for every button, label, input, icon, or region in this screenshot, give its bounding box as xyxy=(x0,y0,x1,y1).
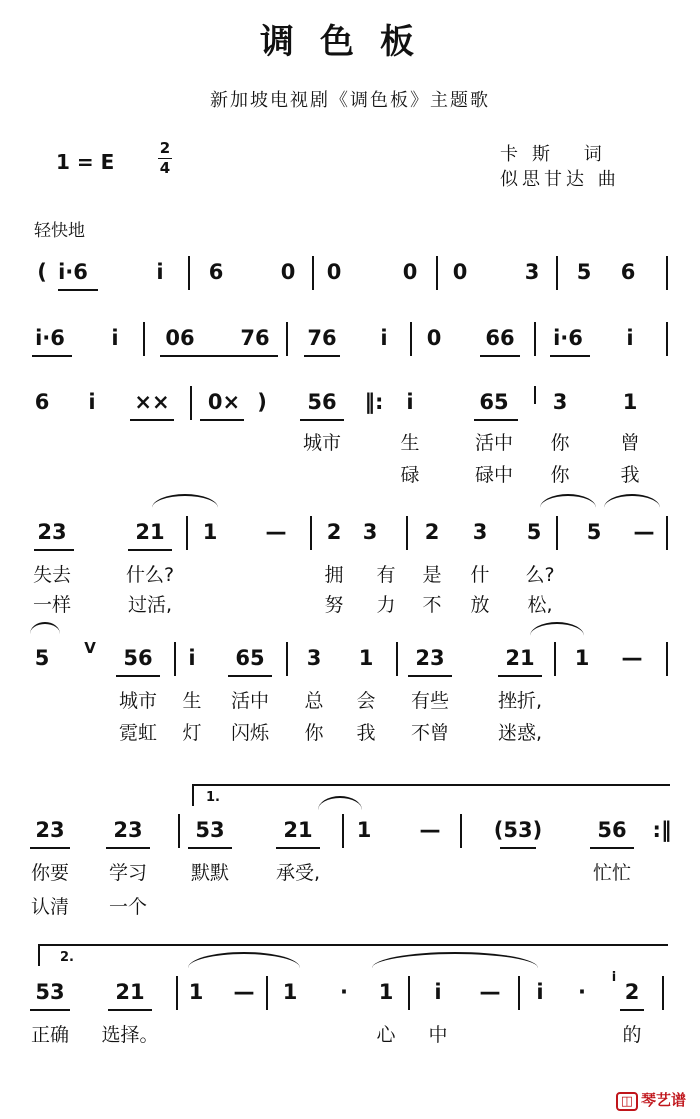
lyrics-line-6b xyxy=(0,892,700,922)
watermark-text: 琴艺谱 xyxy=(640,1091,686,1109)
tempo-mark: 轻快地 xyxy=(34,221,85,241)
note-token: — xyxy=(419,818,441,842)
note-token: 23 xyxy=(415,646,445,670)
note-token: 2 xyxy=(624,980,640,1004)
note-token: ) xyxy=(257,390,267,414)
note-token: 1 xyxy=(188,980,204,1004)
note-token: (53) xyxy=(493,818,543,842)
lyric: 力 xyxy=(376,594,396,616)
music-line-7 xyxy=(0,972,700,1012)
lyrics-line-6a xyxy=(0,858,700,888)
second-ending-bracket xyxy=(38,944,668,966)
lyric: 什么? xyxy=(125,564,175,586)
note-token: 2 xyxy=(326,520,342,544)
note-token: 66 xyxy=(485,326,515,350)
barline xyxy=(286,322,288,356)
lyric: 会 xyxy=(356,690,376,712)
lyric: 拥 xyxy=(324,564,344,586)
breath-mark: V xyxy=(84,639,96,657)
barline xyxy=(408,976,410,1010)
note-token: 0 xyxy=(326,260,342,284)
repeat-end: :‖ xyxy=(652,818,672,842)
music-line-2 xyxy=(0,318,700,358)
note-token: 3 xyxy=(306,646,322,670)
note-token: 23 xyxy=(35,818,65,842)
lyric: 你 xyxy=(550,432,570,454)
composer-credit: 似思甘达 曲 xyxy=(500,169,620,190)
lyric: 一个 xyxy=(108,896,148,918)
barline xyxy=(312,256,314,290)
note-token: 0× xyxy=(207,390,241,414)
lyric: 不 xyxy=(422,594,442,616)
note-token: 21 xyxy=(135,520,165,544)
barline xyxy=(174,642,176,676)
note-token: 5 xyxy=(526,520,542,544)
music-line-4 xyxy=(0,512,700,552)
lyricist-credit: 卡斯 词 xyxy=(500,144,616,165)
lyrics-line-4a xyxy=(0,560,700,590)
note-token: 2 xyxy=(424,520,440,544)
barline xyxy=(436,256,438,290)
lyric: 心 xyxy=(376,1024,396,1046)
note-token: 6 xyxy=(620,260,636,284)
note-token: 23 xyxy=(113,818,143,842)
lyric: 有 xyxy=(376,564,396,586)
barline xyxy=(666,322,668,356)
note-token: 65 xyxy=(479,390,509,414)
note-token: i xyxy=(626,326,634,350)
note-token: 1 xyxy=(358,646,374,670)
lyrics-line-3a xyxy=(0,428,700,458)
note-token: — xyxy=(233,980,255,1004)
lyrics-line-5b xyxy=(0,718,700,748)
lyric: 碌中 xyxy=(474,464,514,486)
note-token: 6 xyxy=(208,260,224,284)
barline xyxy=(534,322,536,356)
note-token: — xyxy=(621,646,643,670)
lyric: 碌 xyxy=(400,464,420,486)
lyrics-line-5a xyxy=(0,686,700,716)
note-token: 53 xyxy=(35,980,65,1004)
barline xyxy=(556,256,558,290)
lyric: 生 xyxy=(182,690,202,712)
lyric: 总 xyxy=(304,690,324,712)
key-signature: 1 = E xyxy=(56,150,115,174)
note-token: 65 xyxy=(235,646,265,670)
lyric: 什 xyxy=(470,564,490,586)
first-ending-bracket xyxy=(192,784,670,806)
note-token: 5 xyxy=(586,520,602,544)
barline xyxy=(266,976,268,1010)
lyric: 城市 xyxy=(302,432,342,454)
barline xyxy=(662,976,664,1010)
note-token: i xyxy=(380,326,388,350)
note-token: 56 xyxy=(597,818,627,842)
barline xyxy=(342,814,344,848)
note-token: i xyxy=(406,390,414,414)
note-token: 5 xyxy=(576,260,592,284)
barline xyxy=(666,516,668,550)
lyric: 努 xyxy=(324,594,344,616)
lyric: 过活, xyxy=(127,594,173,616)
lyric: 城市 xyxy=(118,690,158,712)
note-token: i xyxy=(434,980,442,1004)
lyric: 正确 xyxy=(30,1024,70,1046)
barline xyxy=(554,642,556,676)
note-token: i·6 xyxy=(58,260,88,284)
note-token: 1 xyxy=(202,520,218,544)
music-line-1 xyxy=(0,252,700,292)
note-token: i·6 xyxy=(553,326,583,350)
lyric: 活中 xyxy=(474,432,514,454)
note-token: 1 xyxy=(282,980,298,1004)
repeat-start: ‖: xyxy=(364,390,384,414)
barline xyxy=(310,516,312,550)
note-token: 06 xyxy=(165,326,195,350)
note-token: 23 xyxy=(37,520,67,544)
second-ending-number: 2. xyxy=(60,950,74,965)
lyric: 曾 xyxy=(620,432,640,454)
first-ending-number: 1. xyxy=(206,790,220,805)
lyric: 生 xyxy=(400,432,420,454)
lyric: 我 xyxy=(620,464,640,486)
barline xyxy=(176,976,178,1010)
note-token: · xyxy=(340,980,348,1004)
note-token: i·6 xyxy=(35,326,65,350)
note-token: 1 xyxy=(356,818,372,842)
lyric: 霓虹 xyxy=(118,722,158,744)
note-token: i xyxy=(88,390,96,414)
note-token: 1 xyxy=(378,980,394,1004)
lyric: 么? xyxy=(525,564,555,586)
note-token: 56 xyxy=(123,646,153,670)
note-token: 53 xyxy=(195,818,225,842)
barline xyxy=(666,256,668,290)
barline xyxy=(534,386,536,404)
music-line-6 xyxy=(0,810,700,850)
note-token: 1 xyxy=(622,390,638,414)
lyric: 学习 xyxy=(108,862,148,884)
barline xyxy=(178,814,180,848)
lyric: 忙忙 xyxy=(592,862,632,884)
note-token: 0 xyxy=(426,326,442,350)
note-token: 76 xyxy=(307,326,337,350)
lyric: 有些 xyxy=(410,690,450,712)
note-token: 0 xyxy=(402,260,418,284)
note-token: 6 xyxy=(34,390,50,414)
note-token: 3 xyxy=(362,520,378,544)
barline xyxy=(186,516,188,550)
lyric: 认清 xyxy=(30,896,70,918)
note-token: ×× xyxy=(134,390,170,414)
note-token: 76 xyxy=(240,326,270,350)
lyric: 你 xyxy=(550,464,570,486)
note-token: 21 xyxy=(505,646,535,670)
watermark-logo xyxy=(616,1089,686,1111)
note-token: 5 xyxy=(34,646,50,670)
note-token: 1 xyxy=(574,646,590,670)
lyric: 灯 xyxy=(182,722,202,744)
note-token: ( xyxy=(37,260,47,284)
note-token: i xyxy=(111,326,119,350)
lyric: 选择。 xyxy=(101,1024,159,1046)
music-line-3 xyxy=(0,382,700,422)
barline xyxy=(286,642,288,676)
lyrics-line-4b xyxy=(0,590,700,620)
note-token: — xyxy=(633,520,655,544)
barline xyxy=(396,642,398,676)
lyric: 失去 xyxy=(32,564,72,586)
note-token: 21 xyxy=(283,818,313,842)
time-signature: 2 4 xyxy=(159,139,171,177)
note-token: i xyxy=(156,260,164,284)
note-token: 0 xyxy=(280,260,296,284)
music-line-5 xyxy=(0,638,700,678)
lyric: 承受, xyxy=(275,862,321,884)
lyric: 默默 xyxy=(190,862,230,884)
note-token: · xyxy=(578,980,586,1004)
note-token: 21 xyxy=(115,980,145,1004)
lyric: 迷惑, xyxy=(497,722,543,744)
barline xyxy=(666,642,668,676)
barline xyxy=(188,256,190,290)
barline xyxy=(556,516,558,550)
note-token: i xyxy=(536,980,544,1004)
note-token: 0 xyxy=(452,260,468,284)
song-title: 调色板 xyxy=(260,22,440,62)
barline xyxy=(518,976,520,1010)
watermark-icon: ◫ xyxy=(616,1092,638,1111)
lyric: 闪烁 xyxy=(230,722,270,744)
lyric: 松, xyxy=(527,594,553,616)
lyric: 我 xyxy=(356,722,376,744)
lyric: 你要 xyxy=(30,862,70,884)
lyrics-line-3b xyxy=(0,460,700,490)
grace-note: i xyxy=(611,970,617,985)
barline xyxy=(460,814,462,848)
lyrics-line-7 xyxy=(0,1020,700,1050)
lyric: 挫折, xyxy=(497,690,543,712)
note-token: 56 xyxy=(307,390,337,414)
note-token: 3 xyxy=(552,390,568,414)
note-token: i xyxy=(188,646,196,670)
lyric: 一样 xyxy=(32,594,72,616)
barline xyxy=(190,386,192,420)
lyric: 活中 xyxy=(230,690,270,712)
song-subtitle: 新加坡电视剧《调色板》主题歌 xyxy=(210,90,490,111)
note-token: 3 xyxy=(524,260,540,284)
note-token: 3 xyxy=(472,520,488,544)
barline xyxy=(143,322,145,356)
barline xyxy=(406,516,408,550)
lyric: 是 xyxy=(422,564,442,586)
lyric: 你 xyxy=(304,722,324,744)
note-token: — xyxy=(265,520,287,544)
lyric: 不曾 xyxy=(410,722,450,744)
barline xyxy=(410,322,412,356)
lyric: 的 xyxy=(622,1024,642,1046)
lyric: 放 xyxy=(470,594,490,616)
lyric: 中 xyxy=(428,1024,448,1046)
note-token: — xyxy=(479,980,501,1004)
